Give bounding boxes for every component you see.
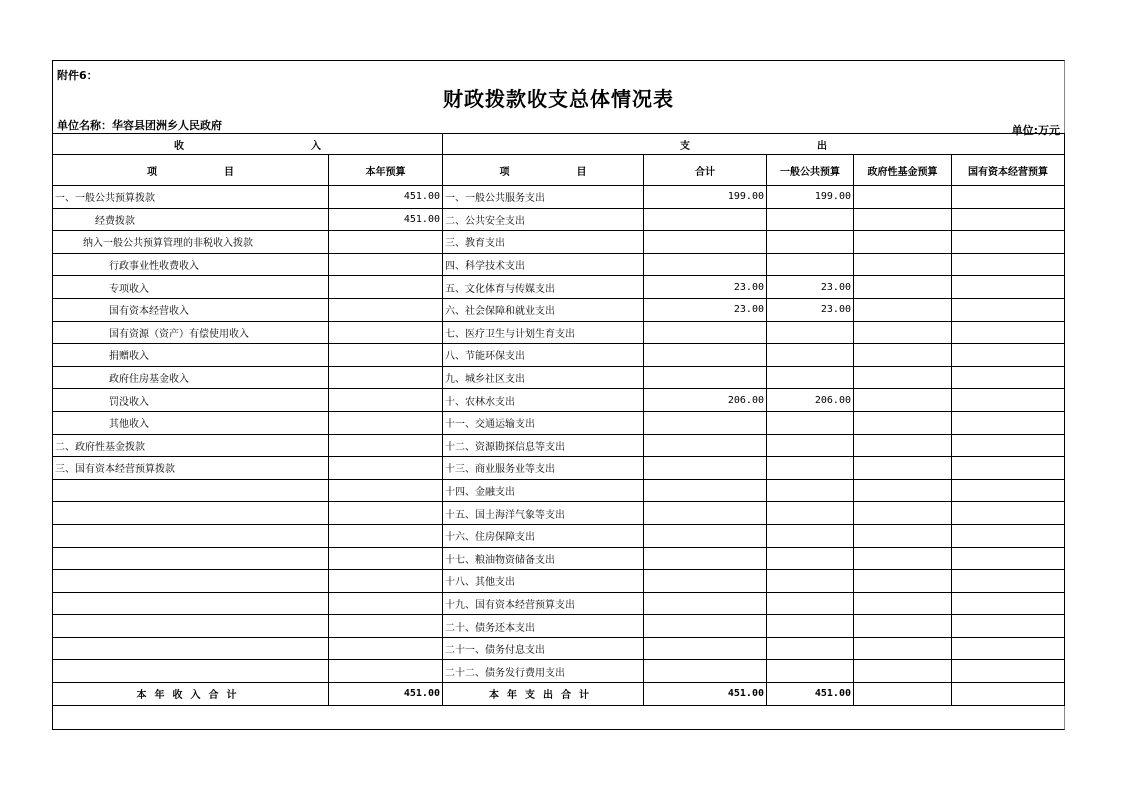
general-budget-cell	[767, 344, 854, 367]
expense-group-char2: 出	[816, 140, 827, 152]
income-item-cell	[53, 524, 329, 547]
expense-item-cell: 八、节能环保支出	[443, 344, 644, 367]
state-capital-cell	[952, 502, 1065, 525]
state-capital-cell	[952, 615, 1065, 638]
income-total-amount: 451.00	[329, 683, 443, 706]
income-item-cell	[53, 547, 329, 570]
income-item-cell: 经费拨款	[53, 208, 329, 231]
totals-row	[53, 683, 1065, 706]
gov-fund-cell	[854, 411, 952, 434]
expense-item-cell: 三、教育支出	[443, 231, 644, 254]
table-row	[53, 637, 1065, 660]
table-row	[53, 524, 1065, 547]
gov-fund-cell	[854, 344, 952, 367]
gov-fund-cell	[854, 186, 952, 209]
expense-total-cell	[644, 366, 767, 389]
income-item-cell: 其他收入	[53, 411, 329, 434]
income-amount-cell	[329, 231, 443, 254]
gov-fund-cell	[854, 502, 952, 525]
expense-total-cell	[644, 231, 767, 254]
income-item-cell: 纳入一般公共预算管理的非税收入拨款	[53, 231, 329, 254]
table-row	[53, 186, 1065, 209]
expense-total-cell	[644, 208, 767, 231]
expense-item-cell: 十九、国有资本经营预算支出	[443, 592, 644, 615]
state-capital-cell	[952, 637, 1065, 660]
expense-item-cell: 四、科学技术支出	[443, 253, 644, 276]
gov-fund-cell	[854, 592, 952, 615]
expense-total-label: 本年支出合计	[443, 683, 644, 706]
income-amount-cell	[329, 434, 443, 457]
income-budget-header: 本年预算	[329, 155, 443, 186]
state-capital-cell	[952, 208, 1065, 231]
report-sheet	[52, 60, 1065, 730]
expense-total-cell	[644, 592, 767, 615]
state-capital-cell	[952, 321, 1065, 344]
general-budget-cell	[767, 366, 854, 389]
expense-total-cell: 199.00	[644, 186, 767, 209]
table-row	[53, 660, 1065, 683]
income-group-char1: 收	[174, 140, 185, 152]
column-header-row	[53, 155, 1065, 186]
state-capital-cell	[952, 524, 1065, 547]
table-row	[53, 389, 1065, 412]
income-total-label: 本年收入合计	[53, 683, 329, 706]
general-budget-cell	[767, 660, 854, 683]
state-capital-cell	[952, 479, 1065, 502]
income-amount-cell	[329, 524, 443, 547]
page-title: 财政拨款收支总体情况表	[443, 87, 674, 111]
expense-total-cell: 206.00	[644, 389, 767, 412]
table-row	[53, 298, 1065, 321]
expense-total-cell	[644, 253, 767, 276]
table-row	[53, 547, 1065, 570]
table-row	[53, 615, 1065, 638]
income-item-cell: 一、一般公共预算拨款	[53, 186, 329, 209]
gov-fund-cell	[854, 434, 952, 457]
table-row	[53, 411, 1065, 434]
general-budget-cell	[767, 592, 854, 615]
income-amount-cell: 451.00	[329, 208, 443, 231]
state-capital-cell	[952, 592, 1065, 615]
expense-item-cell: 六、社会保障和就业支出	[443, 298, 644, 321]
table-row	[53, 570, 1065, 593]
gov-fund-header: 政府性基金预算	[854, 155, 952, 186]
table-row	[53, 231, 1065, 254]
expense-item-cell: 十五、国土海洋气象等支出	[443, 502, 644, 525]
income-item-cell	[53, 615, 329, 638]
general-budget-cell: 23.00	[767, 298, 854, 321]
expense-total-amount: 451.00	[644, 683, 767, 706]
expense-item-cell: 九、城乡社区支出	[443, 366, 644, 389]
expense-total-cell	[644, 344, 767, 367]
income-amount-cell	[329, 457, 443, 480]
general-budget-cell	[767, 321, 854, 344]
expense-item-cell: 五、文化体育与传媒支出	[443, 276, 644, 299]
income-amount-cell	[329, 615, 443, 638]
gov-fund-cell	[854, 298, 952, 321]
income-amount-cell	[329, 366, 443, 389]
gov-fund-cell	[854, 389, 952, 412]
gov-fund-cell	[854, 231, 952, 254]
state-capital-cell	[952, 366, 1065, 389]
income-amount-cell	[329, 411, 443, 434]
attachment-label: 附件6：	[57, 69, 98, 82]
expense-total-cell	[644, 547, 767, 570]
expense-group-char1: 支	[680, 140, 691, 152]
income-group-header	[53, 134, 443, 155]
general-budget-cell	[767, 411, 854, 434]
general-budget-cell: 206.00	[767, 389, 854, 412]
gov-fund-cell	[854, 615, 952, 638]
income-amount-cell	[329, 592, 443, 615]
expense-group-header	[443, 134, 1065, 155]
state-capital-cell	[952, 231, 1065, 254]
state-capital-cell	[952, 660, 1065, 683]
income-item-cell: 罚没收入	[53, 389, 329, 412]
income-amount-cell	[329, 389, 443, 412]
expense-total-cell	[644, 411, 767, 434]
income-item-cell: 国有资源（资产）有偿使用收入	[53, 321, 329, 344]
income-item-cell: 三、国有资本经营预算拨款	[53, 457, 329, 480]
income-amount-cell	[329, 344, 443, 367]
income-item-char2: 目	[223, 166, 234, 178]
expense-item-cell: 十七、粮油物资储备支出	[443, 547, 644, 570]
table-row	[53, 276, 1065, 299]
state-capital-cell	[952, 389, 1065, 412]
general-budget-cell	[767, 615, 854, 638]
income-item-cell: 政府住房基金收入	[53, 366, 329, 389]
income-item-cell: 行政事业性收费收入	[53, 253, 329, 276]
gov-fund-cell	[854, 457, 952, 480]
income-item-cell: 捐赠收入	[53, 344, 329, 367]
expense-item-header	[443, 155, 644, 186]
expense-total-cell	[644, 502, 767, 525]
gov-fund-cell	[854, 637, 952, 660]
general-budget-cell	[767, 231, 854, 254]
general-total-amount: 451.00	[767, 683, 854, 706]
expense-total-cell	[644, 660, 767, 683]
expense-total-cell	[644, 637, 767, 660]
income-item-cell	[53, 660, 329, 683]
income-item-char1: 项	[147, 166, 158, 178]
state-capital-cell	[952, 570, 1065, 593]
currency-unit: 单位:万元	[1011, 124, 1060, 137]
expense-total-cell	[644, 524, 767, 547]
general-budget-cell	[767, 457, 854, 480]
expense-item-cell: 十二、资源勘探信息等支出	[443, 434, 644, 457]
income-item-cell	[53, 570, 329, 593]
gov-fund-total-amount	[854, 683, 952, 706]
expense-item-cell: 十一、交通运输支出	[443, 411, 644, 434]
state-capital-total-amount	[952, 683, 1065, 706]
budget-table	[52, 133, 1065, 706]
state-capital-cell	[952, 547, 1065, 570]
general-budget-cell	[767, 434, 854, 457]
table-row	[53, 457, 1065, 480]
income-amount-cell	[329, 502, 443, 525]
gov-fund-cell	[854, 570, 952, 593]
state-capital-cell	[952, 276, 1065, 299]
income-item-cell	[53, 592, 329, 615]
total-header: 合计	[644, 155, 767, 186]
table-row	[53, 479, 1065, 502]
general-budget-header: 一般公共预算	[767, 155, 854, 186]
gov-fund-cell	[854, 321, 952, 344]
income-amount-cell	[329, 547, 443, 570]
income-item-cell	[53, 502, 329, 525]
general-budget-cell	[767, 208, 854, 231]
expense-item-cell: 七、医疗卫生与计划生育支出	[443, 321, 644, 344]
general-budget-cell	[767, 637, 854, 660]
income-item-header	[53, 155, 329, 186]
expense-total-cell	[644, 479, 767, 502]
gov-fund-cell	[854, 479, 952, 502]
state-capital-cell	[952, 253, 1065, 276]
gov-fund-cell	[854, 524, 952, 547]
table-row	[53, 253, 1065, 276]
state-capital-cell	[952, 344, 1065, 367]
expense-total-cell	[644, 457, 767, 480]
general-budget-cell	[767, 253, 854, 276]
expense-item-cell: 十六、住房保障支出	[443, 524, 644, 547]
income-amount-cell	[329, 321, 443, 344]
state-capital-header: 国有资本经营预算	[952, 155, 1065, 186]
general-budget-cell	[767, 524, 854, 547]
gov-fund-cell	[854, 547, 952, 570]
general-budget-cell	[767, 502, 854, 525]
state-capital-cell	[952, 457, 1065, 480]
income-amount-cell: 451.00	[329, 186, 443, 209]
gov-fund-cell	[854, 276, 952, 299]
expense-total-cell	[644, 570, 767, 593]
expense-total-cell	[644, 615, 767, 638]
expense-item-char1: 项	[499, 166, 510, 178]
income-group-char2: 入	[310, 140, 321, 152]
state-capital-cell	[952, 298, 1065, 321]
gov-fund-cell	[854, 208, 952, 231]
general-budget-cell	[767, 547, 854, 570]
table-row	[53, 208, 1065, 231]
expense-item-cell: 二十一、债务付息支出	[443, 637, 644, 660]
expense-item-cell: 一、一般公共服务支出	[443, 186, 644, 209]
expense-item-char2: 目	[576, 166, 587, 178]
table-row	[53, 366, 1065, 389]
expense-item-cell: 十四、金融支出	[443, 479, 644, 502]
general-budget-cell: 23.00	[767, 276, 854, 299]
expense-item-cell: 二十二、债务发行费用支出	[443, 660, 644, 683]
expense-item-cell: 二十、债务还本支出	[443, 615, 644, 638]
table-row	[53, 321, 1065, 344]
income-item-cell	[53, 637, 329, 660]
income-amount-cell	[329, 276, 443, 299]
income-amount-cell	[329, 253, 443, 276]
income-item-cell: 二、政府性基金拨款	[53, 434, 329, 457]
income-amount-cell	[329, 298, 443, 321]
expense-total-cell	[644, 321, 767, 344]
table-row	[53, 344, 1065, 367]
unit-name: 单位名称：华容县团洲乡人民政府	[57, 119, 222, 132]
income-item-cell	[53, 479, 329, 502]
table-row	[53, 592, 1065, 615]
expense-total-cell	[644, 434, 767, 457]
table-row	[53, 434, 1065, 457]
state-capital-cell	[952, 434, 1065, 457]
income-amount-cell	[329, 660, 443, 683]
expense-item-cell: 十三、商业服务业等支出	[443, 457, 644, 480]
income-item-cell: 专项收入	[53, 276, 329, 299]
income-amount-cell	[329, 479, 443, 502]
expense-item-cell: 二、公共安全支出	[443, 208, 644, 231]
expense-item-cell: 十八、其他支出	[443, 570, 644, 593]
gov-fund-cell	[854, 660, 952, 683]
income-item-cell: 国有资本经营收入	[53, 298, 329, 321]
expense-item-cell: 十、农林水支出	[443, 389, 644, 412]
gov-fund-cell	[854, 253, 952, 276]
general-budget-cell	[767, 479, 854, 502]
general-budget-cell: 199.00	[767, 186, 854, 209]
table-row	[53, 502, 1065, 525]
expense-total-cell: 23.00	[644, 298, 767, 321]
state-capital-cell	[952, 411, 1065, 434]
group-header-row	[53, 134, 1065, 155]
expense-total-cell: 23.00	[644, 276, 767, 299]
gov-fund-cell	[854, 366, 952, 389]
state-capital-cell	[952, 186, 1065, 209]
general-budget-cell	[767, 570, 854, 593]
income-amount-cell	[329, 570, 443, 593]
income-amount-cell	[329, 637, 443, 660]
